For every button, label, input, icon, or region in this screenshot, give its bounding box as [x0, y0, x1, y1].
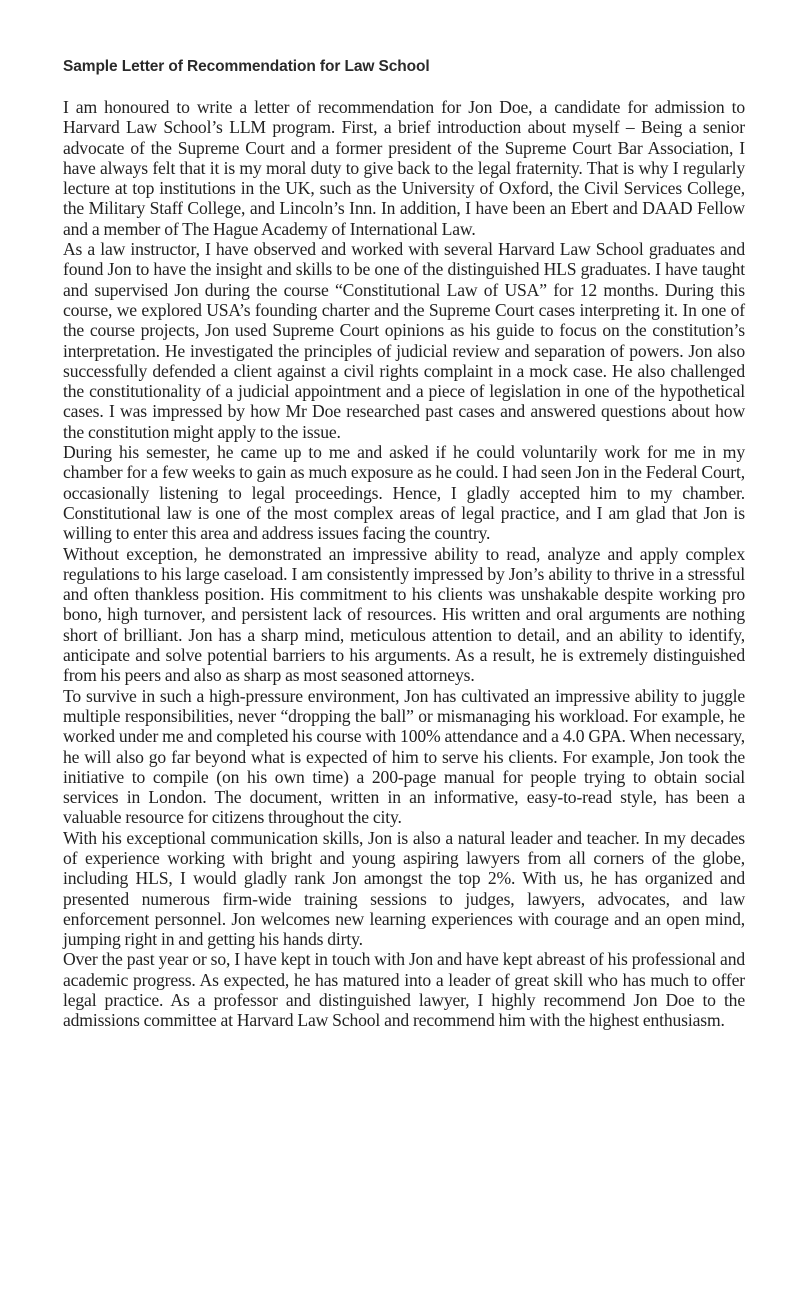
paragraph-high-pressure: To survive in such a high-pressure environment, Jon has cultivated an impressive ability to juggle multiple responsibilities, never “dropping the ball” or mismanaging his workload. For example, he worked under me and completed his course with 100% attendance and a 4.0 GPA. When necessary, he will also go far beyond what is expected of him to serve his clients. For example, Jon took the initiative to compile (on his own time) a 200-page manual for people trying to obtain social services in London. The document, written in an informative, easy-to-read style, has been a valuable resource for citizens throughout the city. — [63, 685, 745, 828]
paragraph-introduction: I am honoured to write a letter of recommendation for Jon Doe, a candidate for admission to Harvard Law School’s LLM program. First, a brief introduction about myself – Being a senior advocate of the Supreme Court and a former president of the Supreme Court Bar Association, I have always felt that it is my moral duty to give back to the legal fraternity. That is why I regularly lecture at top institutions in the UK, such as the University of Oxford, the Civil Services College, the Military Staff College, and Lincoln’s Inn. In addition, I have been an Ebert and DAAD Fellow and a member of The Hague Academy of International Law. — [63, 97, 745, 239]
paragraph-conclusion: Over the past year or so, I have kept in touch with Jon and have kept abreast of his professional and academic progress. As expected, he has matured into a leader of great skill who has much to offer legal practice. As a professor and distinguished lawyer, I highly recommend Jon Doe to the admissions committee at Harvard Law School and recommend him with the highest enthusiasm. — [63, 949, 745, 1031]
document-title: Sample Letter of Recommendation for Law School — [63, 58, 430, 75]
paragraph-instructor-experience: As a law instructor, I have observed and worked with several Harvard Law School graduates and found Jon to have the insight and skills to be one of the distinguished HLS graduates. I have taught and supervised Jon during the course “Constitutional Law of USA” for 12 months. During this course, we explored USA’s founding charter and the Supreme Court cases interpreting it. In one of the course projects, Jon used Supreme Court opinions as his guide to focus on the constitution’s interpretation. He investigated the principles of judicial review and separation of powers. Jon also successfully defended a client against a civil rights complaint in a mock case. He also challenged the constitutionality of a judicial appointment and a piece of legislation in one of the hypothetical cases. I was impressed by how Mr Doe researched past cases and answered questions about how the constitution might apply to the issue. — [63, 239, 745, 442]
letter-body — [63, 97, 745, 1031]
paragraph-chamber-work: During his semester, he came up to me and asked if he could voluntarily work for me in my chamber for a few weeks to gain as much exposure as he could. I had seen Jon in the Federal Court, occasionally listening to legal proceedings. Hence, I gladly accepted him to my chamber. Constitutional law is one of the most complex areas of legal practice, and I am glad that Jon is willing to enter this area and address issues facing the country. — [63, 442, 745, 544]
paragraph-leadership: With his exceptional communication skills, Jon is also a natural leader and teacher. In my decades of experience working with bright and young aspiring lawyers from all corners of the globe, including HLS, I would gladly rank Jon amongst the top 2%. With us, he has organized and presented numerous firm-wide training sessions to judges, lawyers, advocates, and law enforcement personnel. Jon welcomes new learning experiences with courage and an open mind, jumping right in and getting his hands dirty. — [63, 827, 745, 950]
letter-page — [63, 57, 745, 1031]
paragraph-abilities: Without exception, he demonstrated an impressive ability to read, analyze and apply complex regulations to his large caseload. I am consistently impressed by Jon’s ability to thrive in a stressful and often thankless position. His commitment to his clients was unshakable despite working pro bono, high turnover, and persistent lack of resources. His written and oral arguments are nothing short of brilliant. Jon has a sharp mind, meticulous attention to detail, and an ability to identify, anticipate and solve potential barriers to his arguments. As a result, he is extremely distinguished from his peers and also as sharp as most seasoned attorneys. — [63, 543, 745, 686]
